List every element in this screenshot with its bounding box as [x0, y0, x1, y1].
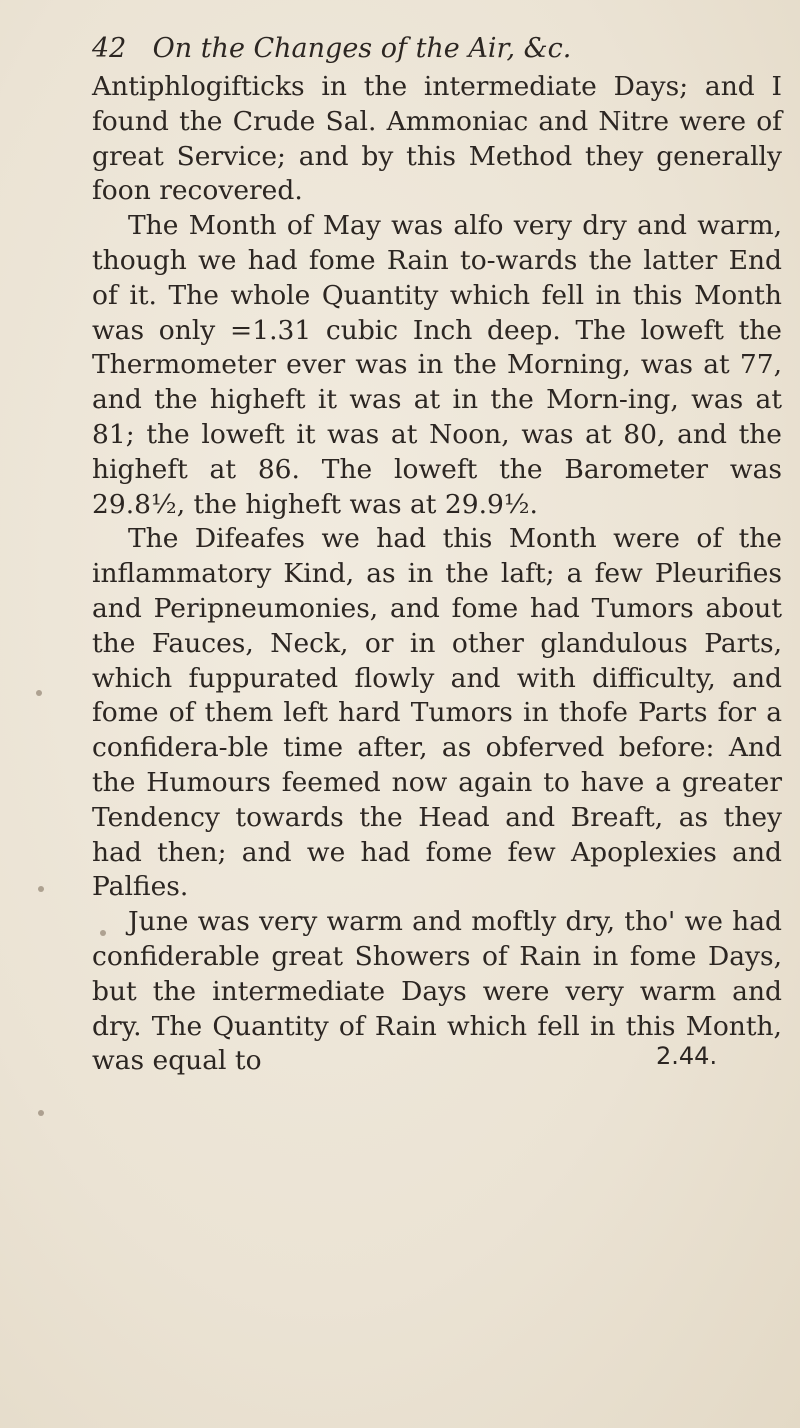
- running-head: On the Changes of the Air, &c.: [152, 33, 572, 64]
- paragraph-3: The Difeafes we had this Month were of the inflammatory Kind, as in the laft; a few Pleurifies and Peripneumonies, and fome had Tumors about the Fauces, Neck, or in other glandulous Parts, which fuppurated flowly and with difficulty, and fome of them left hard Tumors in thofe Parts for a confidera-ble time after, as obferved before: And the Humours feemed now again to have a greater Tendency towards the Head and Breaft, as they had then; and we had fome few Apoplexies and Palfies.: [92, 523, 782, 903]
- catchword: 2.44.: [656, 1042, 718, 1070]
- paper-speck: [100, 930, 106, 936]
- paragraph-4: June was very warm and moftly dry, tho' we had confiderable great Showers of Rain in fome Days, but the intermediate Days were very warm and dry. The Quantity of Rain which fell in this Month, was equal to: [92, 906, 782, 1077]
- body-text: [92, 70, 782, 1079]
- page-header: [92, 32, 792, 66]
- paragraph-1: Antiphlogifticks in the intermediate Days; and I found the Crude Sal. Ammoniac and Nitre were of great Service; and by this Method they generally foon recovered.: [92, 71, 782, 207]
- paper-speck: [38, 1110, 44, 1116]
- page-number: 42: [92, 33, 127, 64]
- paragraph-2: The Month of May was alfo very dry and warm, though we had fome Rain to-wards the latter End of it. The whole Quantity which fell in this Month was only =1.31 cubic Inch deep. The loweft the Thermometer ever was in the Morning, was at 77, and the higheft it was at in the Morn-ing, was at 81; the loweft it was at Noon, was at 80, and the higheft at 86. The loweft the Barometer was 29.8½, the higheft was at 29.9½.: [92, 210, 782, 520]
- paper-speck: [38, 886, 44, 892]
- paper-speck: [36, 690, 42, 696]
